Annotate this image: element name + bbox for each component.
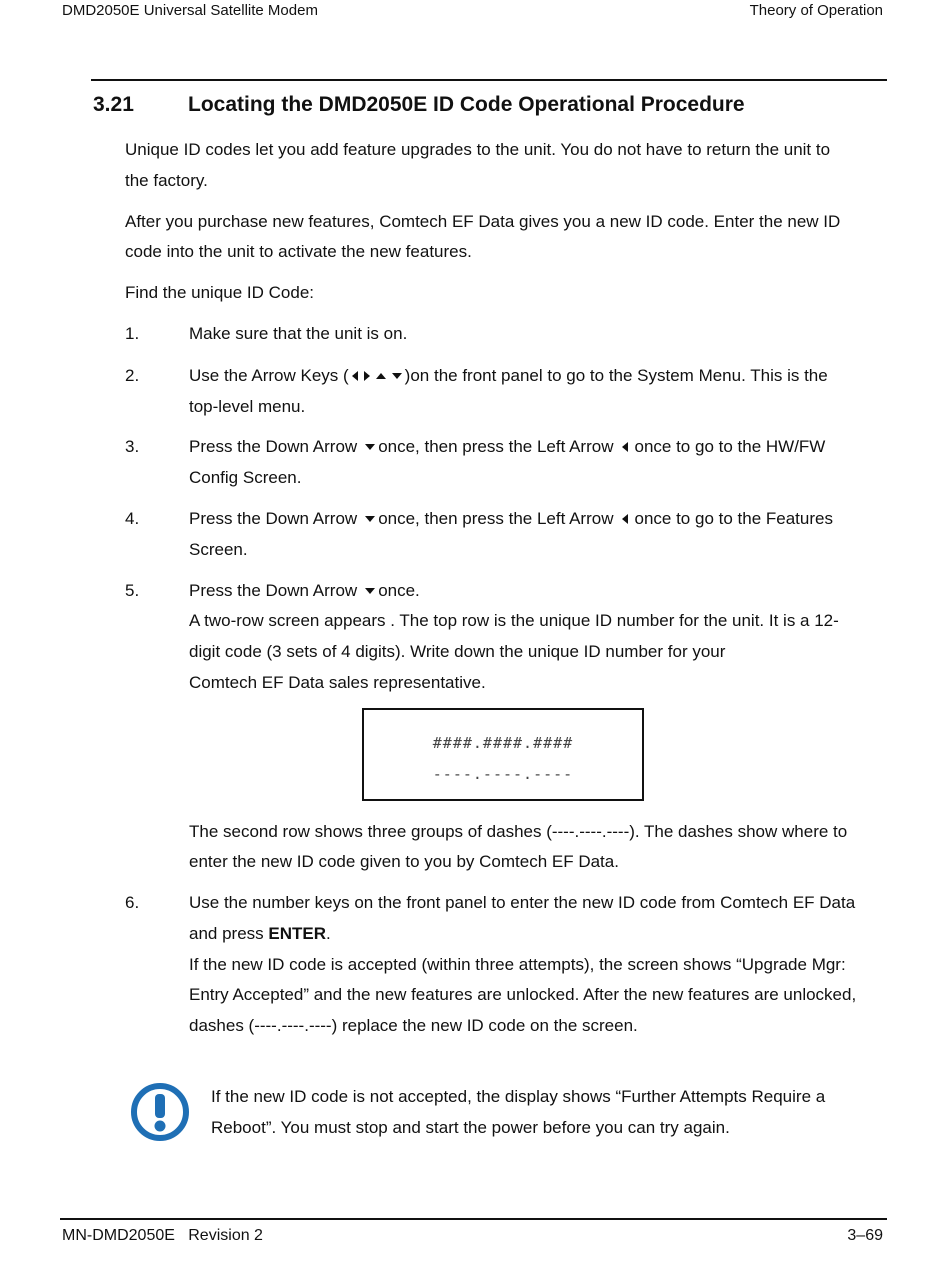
notice-line-1: If the new ID code is not accepted, the display shows “Further Attempts Require a xyxy=(211,1087,826,1106)
step-5-line-2: A two-row screen appears . The top row is the unique ID number for the unit. It is a 12- xyxy=(189,611,839,630)
step-4-line-1 xyxy=(189,503,833,534)
down-arrow-icon xyxy=(392,373,402,379)
step-6-line-1: Use the number keys on the front panel to enter the new ID code from Comtech EF Data xyxy=(189,893,856,912)
step-2-text-a: Use the Arrow Keys ( xyxy=(189,366,349,385)
up-arrow-icon xyxy=(376,373,386,379)
section-number: 3.21 xyxy=(93,93,134,116)
step-6-text-a: and press xyxy=(189,924,269,943)
step-3-text-a: Press the Down Arrow xyxy=(189,437,358,456)
exclamation-circle-icon xyxy=(130,1082,190,1142)
step-5-after-line-2: enter the new ID code given to you by Comtech EF Data. xyxy=(189,852,619,871)
paragraph-2-line-1: After you purchase new features, Comtech EF Data gives you a new ID code. Enter the new ID xyxy=(125,212,841,231)
step-1-number: 1. xyxy=(125,324,140,343)
step-6-line-3: If the new ID code is accepted (within three attempts), the screen shows “Upgrade Mgr: xyxy=(189,955,846,974)
step-1-text: Make sure that the unit is on. xyxy=(189,324,408,343)
step-5-number: 5. xyxy=(125,581,140,600)
footer-left: MN-DMD2050E Revision 2 xyxy=(62,1227,263,1244)
section-title: Locating the DMD2050E ID Code Operational Procedure xyxy=(188,93,745,116)
step-3-text-c: once to go to the HW/FW xyxy=(634,437,826,456)
step-6-text-c: . xyxy=(326,924,331,943)
running-header-right: Theory of Operation xyxy=(749,2,883,19)
step-5-line-3: digit code (3 sets of 4 digits). Write down the unique ID number for your xyxy=(189,642,726,661)
step-5-line-1 xyxy=(189,575,420,606)
step-2-line-1 xyxy=(189,360,828,391)
section-top-rule xyxy=(91,79,887,81)
step-5-after-line-1: The second row shows three groups of dashes (----.----.----). The dashes show where to xyxy=(189,822,848,841)
step-3-text-b: once, then press the Left Arrow xyxy=(378,437,614,456)
step-4-text-c: once to go to the Features xyxy=(634,509,833,528)
left-arrow-icon xyxy=(622,442,628,452)
step-2-line-2: top-level menu. xyxy=(189,397,306,416)
notice-line-2: Reboot”. You must stop and start the power before you can try again. xyxy=(211,1118,730,1137)
step-6-line-4: Entry Accepted” and the new features are unlocked. After the new features are unlocked, xyxy=(189,985,857,1004)
down-arrow-icon xyxy=(365,516,375,522)
step-2-number: 2. xyxy=(125,366,140,385)
step-4-text-b: once, then press the Left Arrow xyxy=(378,509,614,528)
step-3-number: 3. xyxy=(125,437,140,456)
left-arrow-icon xyxy=(352,371,358,381)
footer-rule xyxy=(60,1218,887,1220)
step-5-line-4: Comtech EF Data sales representative. xyxy=(189,673,486,692)
step-5-text-a: Press the Down Arrow xyxy=(189,581,358,600)
step-3-line-2: Config Screen. xyxy=(189,468,302,487)
left-arrow-icon xyxy=(622,514,628,524)
step-5-text-b: once. xyxy=(378,581,420,600)
paragraph-2-line-2: code into the unit to activate the new features. xyxy=(125,242,472,261)
step-2-text-b: )on the front panel to go to the System Menu. This is the xyxy=(404,366,828,385)
running-header-left: DMD2050E Universal Satellite Modem xyxy=(62,2,318,19)
step-6-number: 6. xyxy=(125,893,140,912)
paragraph-1-line-1: Unique ID codes let you add feature upgrades to the unit. You do not have to return the unit to xyxy=(125,140,831,159)
step-4-number: 4. xyxy=(125,509,140,528)
lcd-row-dashes: ----.----.---- xyxy=(432,765,574,783)
page-number: 3–69 xyxy=(847,1227,883,1244)
paragraph-3: Find the unique ID Code: xyxy=(125,283,315,302)
step-4-line-2: Screen. xyxy=(189,540,248,559)
down-arrow-icon xyxy=(365,444,375,450)
enter-key-label: ENTER xyxy=(268,924,327,943)
step-3-line-1 xyxy=(189,431,825,462)
lcd-display xyxy=(362,708,644,801)
step-6-line-2 xyxy=(189,918,331,949)
step-6-line-5: dashes (----.----.----) replace the new ID code on the screen. xyxy=(189,1016,638,1035)
right-arrow-icon xyxy=(364,371,370,381)
paragraph-1-line-2: the factory. xyxy=(125,171,208,190)
step-4-text-a: Press the Down Arrow xyxy=(189,509,358,528)
down-arrow-icon xyxy=(365,588,375,594)
lcd-row-unique-id: ####.####.#### xyxy=(432,734,574,752)
